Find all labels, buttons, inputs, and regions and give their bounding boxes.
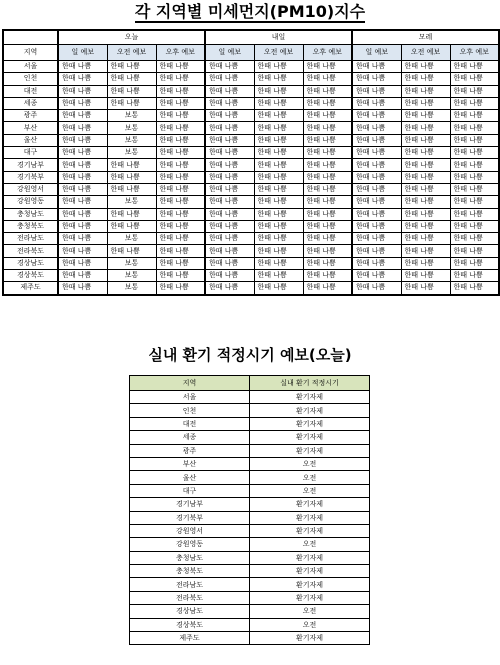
table-row — [3, 282, 499, 295]
forecast-cell: 한때 나쁨 — [352, 196, 401, 208]
forecast-cell: 한때 나쁨 — [205, 159, 254, 171]
forecast-cell: 한때 나쁨 — [156, 73, 205, 85]
table-row — [3, 122, 499, 134]
ventilation-region-header: 지역 — [130, 376, 250, 391]
forecast-cell: 한때 나쁨 — [303, 233, 352, 245]
forecast-cell: 한때 나쁨 — [352, 85, 401, 97]
forecast-cell: 한때 나쁨 — [156, 208, 205, 220]
forecast-cell: 한때 나쁨 — [58, 220, 107, 232]
forecast-cell: 보통 — [107, 196, 156, 208]
region-cell: 경기남부 — [130, 498, 250, 511]
day-header-tomorrow: 내일 — [205, 30, 352, 45]
forecast-cell: 한때 나쁨 — [450, 122, 499, 134]
day-header-day-after: 모레 — [352, 30, 499, 45]
region-header: 지역 — [3, 45, 58, 61]
sub-header-row — [3, 45, 499, 61]
table-row — [3, 134, 499, 146]
forecast-cell: 한때 나쁨 — [401, 233, 450, 245]
ventilation-title: 실내 환기 적정시기 예보(오늘) — [148, 346, 352, 364]
sub-header: 일 예보 — [58, 45, 107, 61]
region-cell: 세종 — [130, 431, 250, 444]
forecast-cell: 한때 나쁨 — [254, 61, 303, 73]
forecast-cell: 한때 나쁨 — [401, 73, 450, 85]
forecast-cell: 한때 나쁨 — [401, 183, 450, 195]
table-row — [3, 220, 499, 232]
forecast-cell: 보통 — [107, 257, 156, 269]
pm10-title: 각 지역별 미세먼지(PM10)지수 — [134, 2, 366, 21]
forecast-cell: 한때 나쁨 — [401, 85, 450, 97]
ventilation-time-cell: 오전 — [250, 457, 370, 470]
forecast-cell: 한때 나쁨 — [303, 134, 352, 146]
forecast-cell: 한때 나쁨 — [156, 97, 205, 109]
forecast-cell: 한때 나쁨 — [401, 122, 450, 134]
forecast-cell: 한때 나쁨 — [205, 147, 254, 159]
forecast-cell: 한때 나쁨 — [450, 97, 499, 109]
ventilation-time-cell: 환기자제 — [250, 404, 370, 417]
region-cell: 부산 — [3, 122, 58, 134]
forecast-cell: 한때 나쁨 — [156, 233, 205, 245]
ventilation-time-cell: 오전 — [250, 538, 370, 551]
table-row — [130, 632, 370, 645]
forecast-cell: 한때 나쁨 — [254, 196, 303, 208]
region-cell: 인천 — [130, 404, 250, 417]
forecast-cell: 한때 나쁨 — [205, 245, 254, 257]
ventilation-time-cell: 환기자제 — [250, 391, 370, 404]
forecast-cell: 한때 나쁨 — [401, 208, 450, 220]
region-cell: 울산 — [130, 471, 250, 484]
forecast-cell: 한때 나쁨 — [352, 122, 401, 134]
forecast-cell: 보통 — [107, 233, 156, 245]
region-cell: 경상남도 — [3, 257, 58, 269]
forecast-cell: 한때 나쁨 — [401, 257, 450, 269]
forecast-cell: 한때 나쁨 — [303, 270, 352, 282]
region-cell: 광주 — [130, 444, 250, 457]
region-cell: 대구 — [3, 147, 58, 159]
ventilation-time-cell: 오전 — [250, 618, 370, 631]
forecast-cell: 한때 나쁨 — [303, 282, 352, 295]
forecast-cell: 한때 나쁨 — [352, 220, 401, 232]
table-row — [3, 147, 499, 159]
table-row — [3, 61, 499, 73]
forecast-cell: 보통 — [107, 122, 156, 134]
table-row — [3, 196, 499, 208]
forecast-cell: 한때 나쁨 — [401, 220, 450, 232]
forecast-cell: 한때 나쁨 — [107, 73, 156, 85]
day-header-today: 오늘 — [58, 30, 205, 45]
ventilation-table-body — [130, 391, 370, 645]
forecast-cell: 한때 나쁨 — [107, 183, 156, 195]
forecast-cell: 한때 나쁨 — [254, 171, 303, 183]
forecast-cell: 한때 나쁨 — [254, 159, 303, 171]
forecast-cell: 한때 나쁨 — [205, 270, 254, 282]
ventilation-header-row — [130, 376, 370, 391]
forecast-cell: 한때 나쁨 — [156, 257, 205, 269]
forecast-cell: 한때 나쁨 — [401, 245, 450, 257]
forecast-cell: 한때 나쁨 — [205, 183, 254, 195]
region-cell: 서울 — [3, 61, 58, 73]
forecast-cell: 한때 나쁨 — [58, 147, 107, 159]
forecast-cell: 한때 나쁨 — [450, 147, 499, 159]
forecast-cell: 한때 나쁨 — [450, 257, 499, 269]
forecast-cell: 한때 나쁨 — [107, 245, 156, 257]
forecast-cell: 한때 나쁨 — [352, 233, 401, 245]
table-row — [3, 97, 499, 109]
forecast-cell: 한때 나쁨 — [205, 122, 254, 134]
ventilation-table — [129, 375, 370, 645]
forecast-cell: 한때 나쁨 — [401, 110, 450, 122]
forecast-cell: 한때 나쁨 — [352, 97, 401, 109]
forecast-cell: 한때 나쁨 — [450, 159, 499, 171]
forecast-cell: 한때 나쁨 — [352, 171, 401, 183]
forecast-cell: 한때 나쁨 — [205, 257, 254, 269]
forecast-cell: 한때 나쁨 — [254, 122, 303, 134]
forecast-cell: 한때 나쁨 — [254, 282, 303, 295]
forecast-cell: 한때 나쁨 — [156, 61, 205, 73]
forecast-cell: 한때 나쁨 — [303, 208, 352, 220]
forecast-cell: 한때 나쁨 — [401, 282, 450, 295]
forecast-cell: 한때 나쁨 — [107, 220, 156, 232]
region-cell: 경상북도 — [130, 618, 250, 631]
region-cell: 강원영동 — [130, 538, 250, 551]
sub-header: 오후 예보 — [450, 45, 499, 61]
forecast-cell: 한때 나쁨 — [156, 245, 205, 257]
forecast-cell: 한때 나쁨 — [58, 61, 107, 73]
table-row — [130, 471, 370, 484]
region-cell: 충청남도 — [3, 208, 58, 220]
forecast-cell: 한때 나쁨 — [58, 270, 107, 282]
forecast-cell: 한때 나쁨 — [58, 183, 107, 195]
region-cell: 제주도 — [130, 632, 250, 645]
sub-header: 오후 예보 — [156, 45, 205, 61]
forecast-cell: 한때 나쁨 — [352, 257, 401, 269]
region-cell: 울산 — [3, 134, 58, 146]
forecast-cell: 한때 나쁨 — [205, 110, 254, 122]
table-row — [130, 578, 370, 591]
forecast-cell: 한때 나쁨 — [401, 134, 450, 146]
forecast-cell: 한때 나쁨 — [352, 159, 401, 171]
table-row — [130, 538, 370, 551]
forecast-cell: 한때 나쁨 — [303, 73, 352, 85]
table-row — [130, 591, 370, 604]
pm10-forecast-table — [2, 29, 500, 296]
forecast-cell: 한때 나쁨 — [450, 183, 499, 195]
table-row — [3, 159, 499, 171]
forecast-cell: 한때 나쁨 — [205, 85, 254, 97]
sub-header: 오전 예보 — [401, 45, 450, 61]
table-row — [130, 551, 370, 564]
region-cell: 세종 — [3, 97, 58, 109]
forecast-cell: 한때 나쁨 — [401, 147, 450, 159]
forecast-cell: 한때 나쁨 — [254, 110, 303, 122]
forecast-cell: 한때 나쁨 — [401, 270, 450, 282]
region-cell: 강원영서 — [3, 183, 58, 195]
forecast-cell: 한때 나쁨 — [156, 270, 205, 282]
ventilation-time-cell: 환기자제 — [250, 591, 370, 604]
region-cell: 서울 — [130, 391, 250, 404]
forecast-cell: 한때 나쁨 — [254, 73, 303, 85]
region-cell: 충청북도 — [130, 565, 250, 578]
region-cell: 대구 — [130, 484, 250, 497]
forecast-cell: 한때 나쁨 — [401, 171, 450, 183]
forecast-cell: 한때 나쁨 — [58, 171, 107, 183]
forecast-cell: 한때 나쁨 — [254, 134, 303, 146]
ventilation-time-cell: 환기자제 — [250, 632, 370, 645]
sub-header: 오전 예보 — [107, 45, 156, 61]
forecast-cell: 한때 나쁨 — [205, 220, 254, 232]
forecast-cell: 한때 나쁨 — [450, 196, 499, 208]
day-header-row — [3, 30, 499, 45]
table-row — [130, 524, 370, 537]
table-row — [130, 457, 370, 470]
table-row — [3, 233, 499, 245]
forecast-cell: 한때 나쁨 — [58, 110, 107, 122]
forecast-cell: 한때 나쁨 — [107, 208, 156, 220]
region-cell: 대전 — [3, 85, 58, 97]
forecast-cell: 한때 나쁨 — [107, 61, 156, 73]
table-row — [130, 565, 370, 578]
forecast-cell: 한때 나쁨 — [107, 159, 156, 171]
table-row — [130, 498, 370, 511]
forecast-cell: 한때 나쁨 — [303, 61, 352, 73]
ventilation-time-cell: 환기자제 — [250, 444, 370, 457]
table-row — [130, 391, 370, 404]
sub-header: 일 예보 — [352, 45, 401, 61]
region-cell: 경기북부 — [130, 511, 250, 524]
region-cell: 경상북도 — [3, 270, 58, 282]
table-row — [3, 208, 499, 220]
region-cell: 경상남도 — [130, 605, 250, 618]
forecast-cell: 한때 나쁨 — [58, 282, 107, 295]
forecast-cell: 한때 나쁨 — [352, 270, 401, 282]
forecast-cell: 한때 나쁨 — [450, 171, 499, 183]
forecast-cell: 한때 나쁨 — [58, 245, 107, 257]
forecast-cell: 한때 나쁨 — [107, 85, 156, 97]
region-cell: 전라북도 — [130, 591, 250, 604]
forecast-cell: 한때 나쁨 — [205, 73, 254, 85]
forecast-cell: 한때 나쁨 — [303, 97, 352, 109]
sub-header: 오전 예보 — [254, 45, 303, 61]
forecast-cell: 한때 나쁨 — [254, 183, 303, 195]
forecast-cell: 한때 나쁨 — [352, 282, 401, 295]
forecast-cell: 한때 나쁨 — [205, 196, 254, 208]
forecast-cell: 한때 나쁨 — [205, 97, 254, 109]
region-cell: 전라북도 — [3, 245, 58, 257]
forecast-cell: 한때 나쁨 — [303, 257, 352, 269]
forecast-cell: 한때 나쁨 — [303, 245, 352, 257]
table-row — [3, 257, 499, 269]
forecast-cell: 한때 나쁨 — [205, 208, 254, 220]
forecast-cell: 한때 나쁨 — [303, 220, 352, 232]
ventilation-time-cell: 환기자제 — [250, 511, 370, 524]
region-cell: 전라남도 — [130, 578, 250, 591]
forecast-cell: 한때 나쁨 — [58, 208, 107, 220]
table-row — [3, 183, 499, 195]
forecast-cell: 한때 나쁨 — [58, 233, 107, 245]
forecast-cell: 한때 나쁨 — [303, 122, 352, 134]
ventilation-time-cell: 환기자제 — [250, 498, 370, 511]
table-row — [3, 110, 499, 122]
forecast-cell: 한때 나쁨 — [450, 85, 499, 97]
sub-header: 일 예보 — [205, 45, 254, 61]
table-row — [130, 605, 370, 618]
ventilation-time-cell: 오전 — [250, 484, 370, 497]
forecast-cell: 한때 나쁨 — [401, 97, 450, 109]
forecast-cell: 한때 나쁨 — [205, 134, 254, 146]
forecast-cell: 한때 나쁨 — [254, 233, 303, 245]
ventilation-time-cell: 환기자제 — [250, 524, 370, 537]
forecast-cell: 한때 나쁨 — [205, 61, 254, 73]
region-cell: 경기남부 — [3, 159, 58, 171]
table-row — [3, 270, 499, 282]
forecast-cell: 한때 나쁨 — [254, 220, 303, 232]
ventilation-time-cell: 오전 — [250, 605, 370, 618]
region-cell: 광주 — [3, 110, 58, 122]
forecast-cell: 한때 나쁨 — [450, 220, 499, 232]
forecast-cell: 한때 나쁨 — [450, 61, 499, 73]
region-cell: 전라남도 — [3, 233, 58, 245]
forecast-cell: 보통 — [107, 110, 156, 122]
pm10-table-body — [3, 61, 499, 295]
ventilation-time-cell: 환기자제 — [250, 578, 370, 591]
forecast-cell: 한때 나쁨 — [450, 110, 499, 122]
forecast-cell: 한때 나쁨 — [450, 270, 499, 282]
region-cell: 제주도 — [3, 282, 58, 295]
forecast-cell: 한때 나쁨 — [450, 73, 499, 85]
forecast-cell: 한때 나쁨 — [156, 183, 205, 195]
forecast-cell: 한때 나쁨 — [156, 122, 205, 134]
forecast-cell: 한때 나쁨 — [303, 196, 352, 208]
forecast-cell: 한때 나쁨 — [303, 171, 352, 183]
forecast-cell: 한때 나쁨 — [401, 196, 450, 208]
table-row — [130, 484, 370, 497]
forecast-cell: 보통 — [107, 134, 156, 146]
forecast-cell: 한때 나쁨 — [156, 147, 205, 159]
forecast-cell: 보통 — [107, 270, 156, 282]
forecast-cell: 한때 나쁨 — [254, 85, 303, 97]
forecast-cell: 한때 나쁨 — [156, 171, 205, 183]
ventilation-time-cell: 환기자제 — [250, 417, 370, 430]
forecast-cell: 한때 나쁨 — [58, 85, 107, 97]
region-cell: 충청남도 — [130, 551, 250, 564]
forecast-cell: 한때 나쁨 — [58, 196, 107, 208]
table-row — [130, 431, 370, 444]
sub-header: 오후 예보 — [303, 45, 352, 61]
table-row — [3, 73, 499, 85]
forecast-cell: 한때 나쁨 — [254, 97, 303, 109]
forecast-cell: 한때 나쁨 — [156, 282, 205, 295]
region-cell: 인천 — [3, 73, 58, 85]
table-row — [130, 511, 370, 524]
forecast-cell: 한때 나쁨 — [352, 147, 401, 159]
ventilation-time-cell: 오전 — [250, 471, 370, 484]
forecast-cell: 보통 — [107, 282, 156, 295]
forecast-cell: 한때 나쁨 — [205, 233, 254, 245]
forecast-cell: 한때 나쁨 — [156, 85, 205, 97]
table-row — [3, 171, 499, 183]
region-cell: 부산 — [130, 457, 250, 470]
ventilation-time-cell: 환기자제 — [250, 565, 370, 578]
table-row — [130, 404, 370, 417]
forecast-cell: 한때 나쁨 — [450, 134, 499, 146]
region-header-blank — [3, 30, 58, 45]
forecast-cell: 한때 나쁨 — [450, 282, 499, 295]
forecast-cell: 한때 나쁨 — [156, 159, 205, 171]
forecast-cell: 한때 나쁨 — [352, 110, 401, 122]
forecast-cell: 한때 나쁨 — [303, 85, 352, 97]
forecast-cell: 한때 나쁨 — [254, 245, 303, 257]
forecast-cell: 한때 나쁨 — [401, 159, 450, 171]
forecast-cell: 한때 나쁨 — [58, 122, 107, 134]
forecast-cell: 한때 나쁨 — [58, 159, 107, 171]
region-cell: 경기북부 — [3, 171, 58, 183]
forecast-cell: 한때 나쁨 — [156, 196, 205, 208]
region-cell: 충청북도 — [3, 220, 58, 232]
forecast-cell: 한때 나쁨 — [156, 220, 205, 232]
ventilation-time-header: 실내 환기 적정시기 — [250, 376, 370, 391]
forecast-cell: 한때 나쁨 — [156, 110, 205, 122]
forecast-cell: 한때 나쁨 — [352, 61, 401, 73]
forecast-cell: 한때 나쁨 — [352, 245, 401, 257]
forecast-cell: 한때 나쁨 — [352, 183, 401, 195]
forecast-cell: 한때 나쁨 — [254, 147, 303, 159]
forecast-cell: 한때 나쁨 — [205, 171, 254, 183]
ventilation-time-cell: 환기자제 — [250, 551, 370, 564]
forecast-cell: 한때 나쁨 — [450, 208, 499, 220]
page-title — [0, 0, 500, 24]
forecast-cell: 한때 나쁨 — [254, 270, 303, 282]
forecast-cell: 한때 나쁨 — [303, 159, 352, 171]
forecast-cell: 한때 나쁨 — [303, 110, 352, 122]
forecast-cell: 한때 나쁨 — [254, 257, 303, 269]
forecast-cell: 한때 나쁨 — [352, 208, 401, 220]
forecast-cell: 한때 나쁨 — [58, 134, 107, 146]
table-row — [3, 85, 499, 97]
forecast-cell: 한때 나쁨 — [107, 171, 156, 183]
forecast-cell: 한때 나쁨 — [156, 134, 205, 146]
table-row — [130, 417, 370, 430]
forecast-cell: 한때 나쁨 — [205, 282, 254, 295]
forecast-cell: 한때 나쁨 — [58, 257, 107, 269]
forecast-cell: 한때 나쁨 — [352, 73, 401, 85]
region-cell: 강원영서 — [130, 524, 250, 537]
table-row — [3, 245, 499, 257]
region-cell: 강원영동 — [3, 196, 58, 208]
ventilation-time-cell: 환기자제 — [250, 431, 370, 444]
forecast-cell: 한때 나쁨 — [401, 61, 450, 73]
forecast-cell: 보통 — [107, 147, 156, 159]
forecast-cell: 한때 나쁨 — [450, 245, 499, 257]
forecast-cell: 한때 나쁨 — [303, 183, 352, 195]
forecast-cell: 한때 나쁨 — [107, 97, 156, 109]
forecast-cell: 한때 나쁨 — [254, 208, 303, 220]
forecast-cell: 한때 나쁨 — [303, 147, 352, 159]
table-row — [130, 618, 370, 631]
forecast-cell: 한때 나쁨 — [58, 97, 107, 109]
forecast-cell: 한때 나쁨 — [352, 134, 401, 146]
forecast-cell: 한때 나쁨 — [450, 233, 499, 245]
forecast-cell: 한때 나쁨 — [58, 73, 107, 85]
table-row — [130, 444, 370, 457]
region-cell: 대전 — [130, 417, 250, 430]
